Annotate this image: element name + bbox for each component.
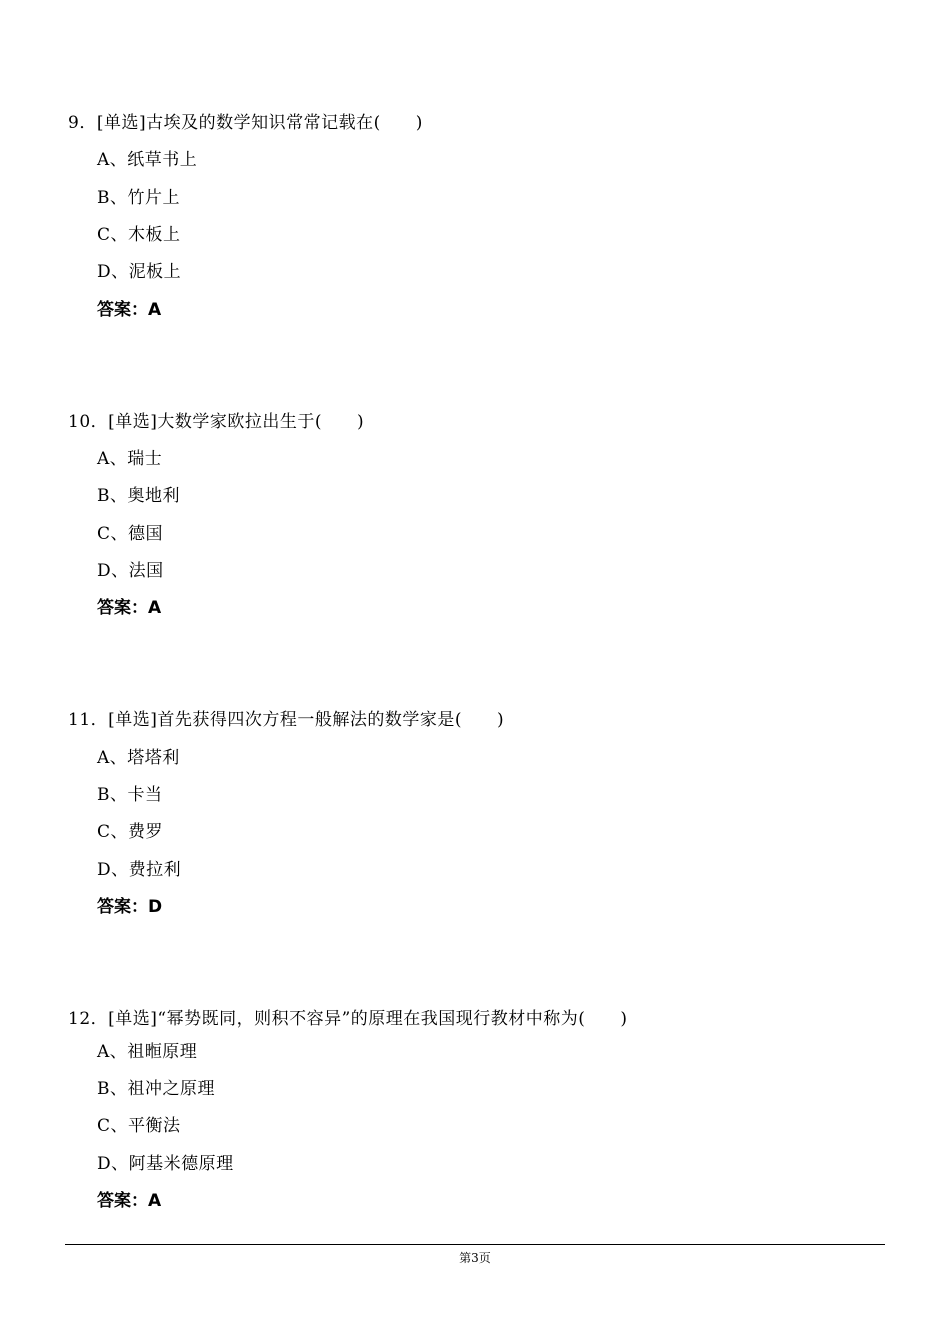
- footer-divider: [65, 1244, 885, 1245]
- option-c: C、平衡法: [97, 1116, 181, 1136]
- option-d: D、泥板上: [97, 262, 182, 282]
- question-stem: 10．[单选]大数学家欧拉出生于( ): [68, 412, 365, 432]
- option-a: A、祖暅原理: [97, 1042, 198, 1062]
- answer: 答案：A: [97, 598, 162, 618]
- question-stem: 12．[单选]“幂势既同，则积不容异”的原理在我国现行教材中称为( ): [68, 1009, 628, 1029]
- option-b: B、奥地利: [97, 486, 180, 506]
- option-d: D、费拉利: [97, 860, 182, 880]
- question-stem: 11．[单选]首先获得四次方程一般解法的数学家是( ): [68, 710, 505, 730]
- option-a: A、瑞士: [97, 449, 163, 469]
- option-d: D、法国: [97, 561, 164, 581]
- option-c: C、木板上: [97, 225, 181, 245]
- option-c: C、德国: [97, 524, 164, 544]
- option-d: D、阿基米德原理: [97, 1154, 234, 1174]
- page-number: 第3页: [459, 1251, 491, 1265]
- option-b: B、祖冲之原理: [97, 1079, 215, 1099]
- option-b: B、竹片上: [97, 188, 180, 208]
- option-b: B、卡当: [97, 785, 163, 805]
- option-c: C、费罗: [97, 822, 164, 842]
- answer: 答案：D: [97, 897, 163, 917]
- answer: 答案：A: [97, 300, 162, 320]
- option-a: A、纸草书上: [97, 150, 198, 170]
- question-stem: 9．[单选]古埃及的数学知识常常记载在( ): [68, 113, 423, 133]
- option-a: A、塔塔利: [97, 748, 180, 768]
- answer: 答案：A: [97, 1191, 162, 1211]
